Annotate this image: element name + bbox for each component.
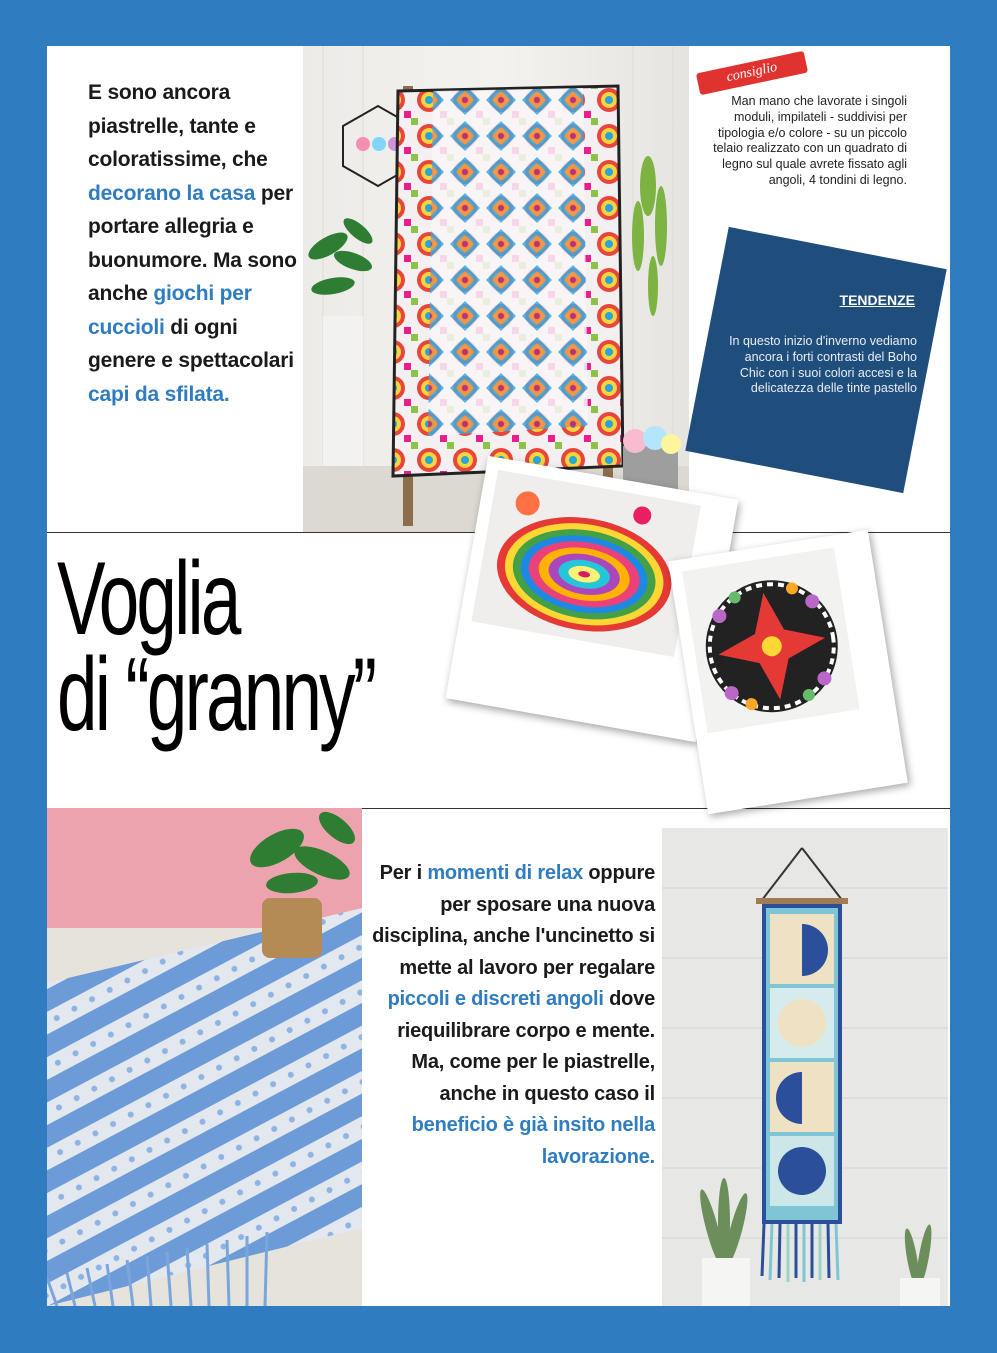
intro-paragraph — [88, 76, 308, 411]
rug-photo — [47, 808, 362, 1306]
title-line-1: Voglia — [57, 541, 239, 657]
relax-highlight: piccoli e discreti angoli — [387, 988, 604, 1010]
intro-text: per portare allegria e buonumore. Ma sono anche — [88, 181, 297, 305]
wall-hanging-photo — [662, 828, 948, 1306]
relax-highlight: beneficio è già insito nella lavorazione. — [411, 1114, 655, 1168]
relax-paragraph — [365, 858, 655, 1173]
relax-text: dove riequilibrare corpo e mente. Ma, come per le piastrelle, anche in questo caso il — [397, 988, 655, 1105]
tendenze-text: In questo inizio d'inverno vediamo ancora i forti contrasti del Boho Chic con i suoi colori accesi e la delicatezza delle tinte pastello — [729, 334, 917, 396]
rug-illustration — [47, 808, 362, 1306]
cushion-illustration — [682, 547, 860, 733]
cushion-photo — [682, 544, 891, 779]
tendenze-title: TENDENZE — [839, 292, 915, 308]
intro-text: E sono ancora piastrelle, tante e coloratissime, che — [88, 81, 268, 171]
pet-bed-illustration — [471, 470, 701, 657]
relax-text: oppure per sposare una nuova disciplina, anche l'uncinetto si mette al lavoro per regalare — [372, 862, 655, 979]
page-title — [57, 541, 375, 753]
intro-text: di ogni genere e spettacolari — [88, 315, 294, 372]
consiglio-text: Man mano che lavorate i singoli moduli, impilateli - suddivisi per tipologia e/o colore - su un piccolo telaio realizzato con un quadrato di legno sul quale avrete fissato agli angoli, 4 tondini di legno. — [713, 94, 907, 187]
relax-highlight: momenti di relax — [427, 862, 584, 884]
title-line-2: di “granny” — [57, 637, 375, 753]
magazine-page — [47, 46, 950, 1306]
intro-highlight: decorano la casa — [88, 181, 256, 205]
relax-text: Per i — [379, 862, 428, 884]
intro-highlight: capi da sfilata. — [88, 382, 230, 406]
consiglio-tag: consiglio — [696, 51, 808, 95]
intro-highlight: giochi per cuccioli — [88, 282, 252, 339]
wall-hanging-illustration — [662, 828, 948, 1306]
polaroid-cushion — [668, 530, 908, 814]
